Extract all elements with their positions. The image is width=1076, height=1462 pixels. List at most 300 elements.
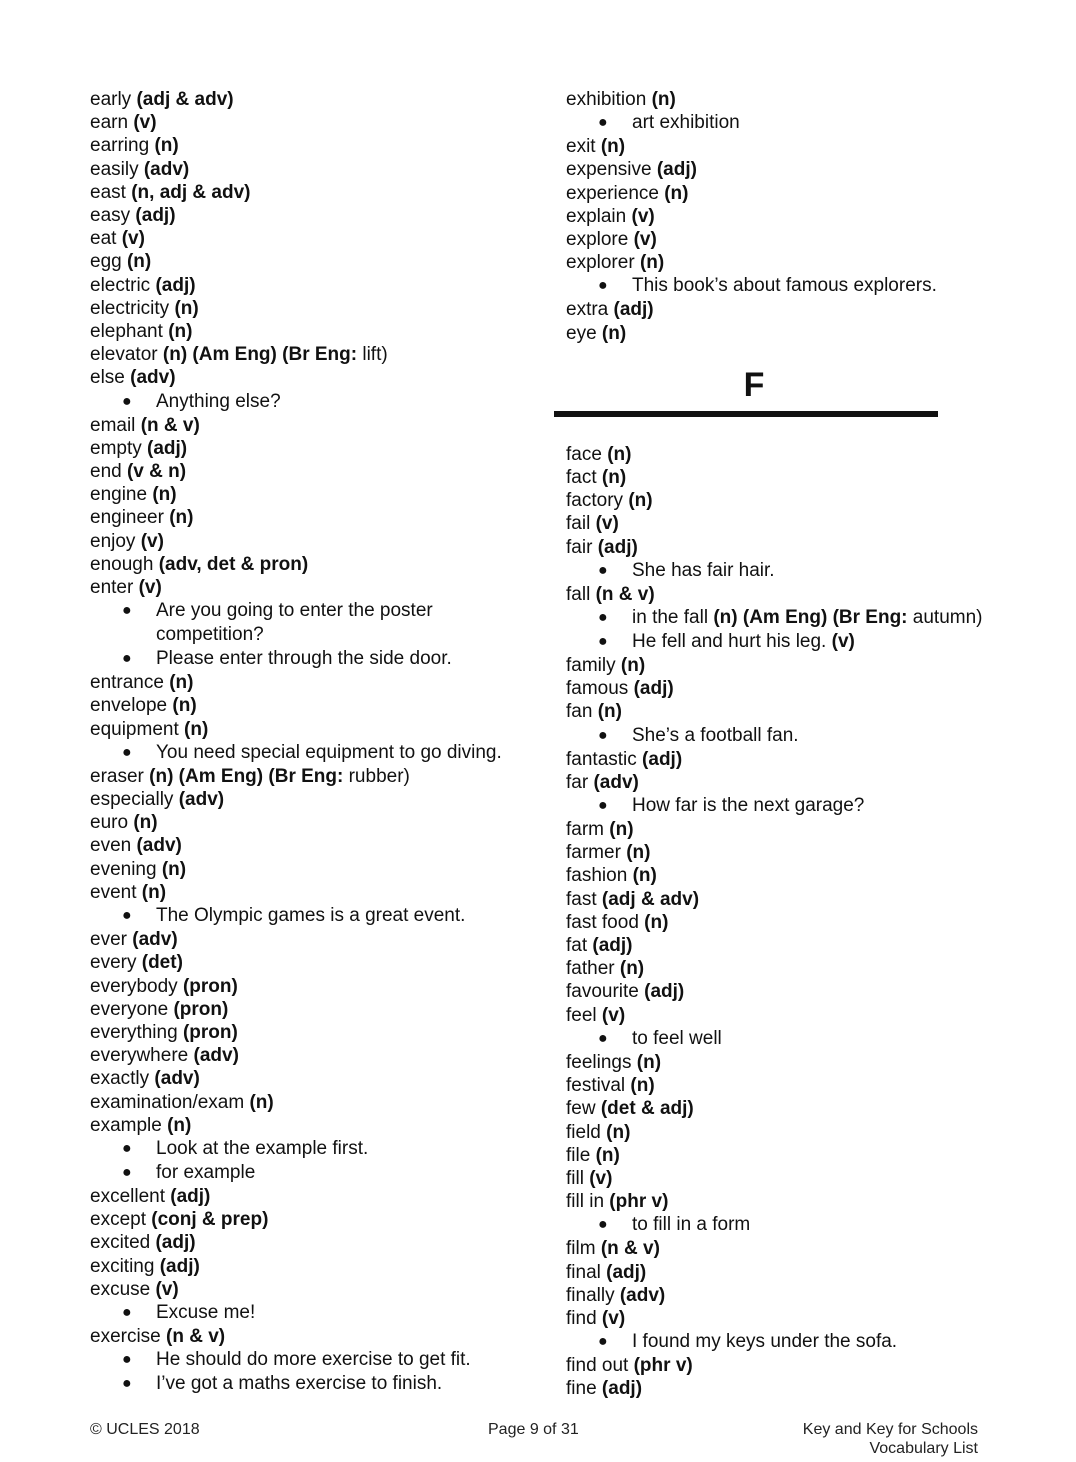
part-of-speech: (adv) [178,789,225,811]
part-of-speech: (adj) [613,299,654,321]
part-of-speech: (adv) [130,367,176,389]
part-of-speech: (conj & prep) [151,1209,269,1231]
vocab-word: father [566,958,615,980]
example-sentence: You need special equipment to go diving. [156,741,502,763]
vocab-entry [90,576,540,599]
part-of-speech: (adv) [193,1045,239,1067]
vocab-entry [90,181,540,204]
vocab-word: everywhere [90,1045,189,1067]
vocab-word: earn [90,112,129,134]
vocab-word: empty [90,437,142,459]
right-column [566,88,1036,1401]
vocab-entry [566,864,1036,887]
vocab-word: exactly [90,1068,150,1090]
part-of-speech: (adj) [155,1232,196,1254]
vocab-word: festival [566,1075,626,1097]
footer-title-line2: Vocabulary List [869,1440,978,1457]
left-column [90,88,540,1396]
footer-copyright: © UCLES 2018 [90,1421,200,1438]
part-of-speech: (det) [141,952,183,974]
part-of-speech: (pron) [182,1021,238,1043]
vocab-entry [566,841,1036,864]
footer-doc-title [760,1420,978,1458]
part-of-speech: (v) [140,530,164,552]
vocab-entry [566,1307,1036,1330]
vocab-entry [566,1144,1036,1167]
vocab-word: even [90,835,132,857]
example-sentence: I found my keys under the sofa. [632,1331,898,1353]
part-of-speech: (v & n) [126,461,187,483]
vocab-word: engineer [90,507,164,529]
bullet-icon: ● [122,1139,132,1157]
vocab-word: family [566,655,616,677]
part-of-speech: (n) [141,881,167,903]
example-item [566,1330,1036,1354]
part-of-speech: (n) [595,1144,620,1166]
vocab-word: find [566,1307,597,1329]
vocab-word: eye [566,322,597,344]
example-sentence: He fell and hurt his leg. [632,631,827,653]
example-sentence: The Olympic games is a great event. [156,905,466,927]
vocab-word: electricity [90,297,170,319]
part-of-speech: (n) [168,321,193,343]
part-of-speech: (n) [249,1091,274,1113]
right-column-bottom [566,443,1036,1401]
vocab-word: event [90,881,137,903]
vocab-word: easily [90,158,139,180]
example-sentence: for example [156,1161,256,1183]
part-of-speech: (n) [174,297,199,319]
vocab-word: factory [566,490,624,512]
part-of-speech: (n & v) [600,1238,660,1260]
part-of-speech: (adj) [592,935,633,957]
part-of-speech: (n) [126,251,152,273]
vocab-entry [566,1004,1036,1027]
vocab-word: feelings [566,1051,632,1073]
part-of-speech: (n) (Am Eng) (Br Eng: [162,344,358,366]
vocab-word: fast [566,888,597,910]
vocab-entry [90,1114,540,1137]
vocab-word: famous [566,678,629,700]
bullet-icon: ● [122,1351,132,1369]
vocab-entry [566,88,1036,111]
example-item [90,1372,540,1396]
part-of-speech: (n) [154,135,179,157]
vocab-word: equipment [90,718,179,740]
vocab-word: elephant [90,321,163,343]
vocab-entry [566,182,1036,205]
vocab-entry [90,134,540,157]
vocab-word: face [566,443,602,465]
vocab-word: expensive [566,159,652,181]
bullet-icon: ● [598,277,608,295]
vocab-entry [90,811,540,834]
vocab-entry [90,158,540,181]
vocab-entry [566,1074,1036,1097]
part-of-speech: (adv) [136,835,182,857]
part-of-speech: (n) [628,490,653,512]
vocab-word: else [90,367,125,389]
part-of-speech: (n) [169,507,194,529]
part-of-speech: (n & v) [166,1325,226,1347]
vocab-word: fail [566,513,591,535]
example-item [566,559,1036,583]
vocab-entry [566,771,1036,794]
example-item [90,390,540,414]
example-sentence: How far is the next garage? [632,795,865,817]
vocab-entry [90,366,540,389]
part-of-speech: (adj) [601,1378,643,1400]
vocab-word: film [566,1238,596,1260]
part-of-speech: (n) [172,695,197,717]
bullet-icon: ● [598,1029,608,1047]
part-of-speech: (n) [601,322,627,344]
bullet-icon: ● [122,743,132,761]
vocab-entry [566,443,1036,466]
vocab-entry [90,975,540,998]
right-column-top [566,88,1036,345]
example-item [90,1137,540,1161]
vocab-word: everybody [90,975,178,997]
part-of-speech: (n, adj & adv) [131,181,251,203]
vocab-word: exit [566,136,596,158]
example-item [566,1213,1036,1237]
bullet-icon: ● [122,602,132,620]
example-item [90,599,540,647]
part-of-speech: (adv, det & pron) [158,553,309,575]
part-of-speech: (v) [589,1167,613,1189]
example-sentence: Look at the example first. [156,1137,369,1159]
example-sentence: to feel well [632,1027,722,1049]
bullet-icon: ● [122,907,132,925]
vocab-word: exhibition [566,89,647,110]
vocab-word: entrance [90,672,164,694]
vocab-entry [566,888,1036,911]
bullet-icon: ● [122,1303,132,1321]
part-of-speech: (v) [138,577,162,599]
vocab-entry [566,1190,1036,1213]
vocab-word: few [566,1098,596,1120]
vocab-entry [566,1354,1036,1377]
vocab-entry [90,718,540,741]
vocab-word: ever [90,929,127,951]
part-of-speech: (adj) [597,536,638,558]
part-of-speech: (adj) [147,437,188,459]
vocab-word: favourite [566,981,639,1003]
part-of-speech: (det & adj) [600,1098,694,1120]
vocab-word: exercise [90,1325,161,1347]
vocab-word: electric [90,274,151,296]
vocab-word: fact [566,467,597,489]
vocab-entry [566,934,1036,957]
vocab-word: excellent [90,1185,165,1207]
part-of-speech: (n) [630,1075,655,1097]
part-of-speech: (adj) [642,748,683,770]
vocab-word: fair [566,536,593,558]
vocab-word: everything [90,1021,178,1043]
example-item [566,630,1036,654]
part-of-speech: (n) [161,858,187,880]
vocab-entry [566,583,1036,606]
vocab-entry [566,1167,1036,1190]
vocab-entry [566,298,1036,321]
vocab-word: excuse [90,1278,151,1300]
vocab-entry [90,343,540,366]
vocab-entry [90,437,540,460]
vocab-entry [566,654,1036,677]
part-of-speech: (adj) [135,205,176,227]
part-of-speech: (adv) [143,158,190,180]
vocab-entry [90,506,540,529]
vocab-entry [90,1231,540,1254]
vocab-entry [90,1091,540,1114]
vocab-entry [566,1261,1036,1284]
part-of-speech: (n) [600,136,626,158]
vocab-entry [90,881,540,904]
vocab-word: fat [566,935,588,957]
example-item [566,1027,1036,1051]
example-sentence: This book’s about famous explorers. [632,275,937,297]
part-of-speech: (phr v) [633,1355,693,1377]
vocab-entry [566,1097,1036,1120]
vocab-entry [90,274,540,297]
vocab-word: example [90,1114,162,1136]
part-of-speech: (adv) [132,929,178,951]
vocab-entry [90,530,540,553]
part-of-speech: (v) [595,513,619,535]
example-sentence: Excuse me! [156,1301,256,1323]
vocab-entry [90,320,540,343]
part-of-speech: (adj & adv) [601,888,700,910]
example-sentence: art exhibition [632,112,740,134]
vocab-entry [566,1121,1036,1144]
vocab-word: every [90,952,137,974]
vocab-entry [90,204,540,227]
example-item [90,647,540,671]
part-of-speech: (v) [601,1307,626,1329]
vocab-word: early [90,89,132,110]
example-item [90,741,540,765]
vocab-entry [90,414,540,437]
vocab-word: envelope [90,695,168,717]
vocab-entry [566,251,1036,274]
example-sentence: I’ve got a maths exercise to finish. [156,1373,443,1395]
part-of-speech: (n) [167,1114,192,1136]
vocab-entry [566,512,1036,535]
vocab-entry [566,536,1036,559]
vocab-word: easy [90,205,131,227]
vocab-entry [90,1185,540,1208]
bullet-icon: ● [598,609,608,627]
vocab-word: end [90,461,122,483]
vocab-word: except [90,1209,146,1231]
vocab-entry [90,111,540,134]
part-of-speech: (n) [152,484,177,506]
part-of-speech: (v) [633,229,657,251]
vocab-word: fast food [566,911,639,933]
vocab-entry [90,834,540,857]
vocab-entry [566,818,1036,841]
vocab-word: explain [566,205,627,227]
vocab-entry [566,748,1036,771]
part-of-speech: (n) [609,819,634,841]
vocab-entry [566,205,1036,228]
vocab-word: excited [90,1232,151,1254]
br-eng-equivalent: autumn) [912,607,983,629]
part-of-speech: (adj) [606,1261,647,1283]
vocab-entry [90,553,540,576]
vocab-word: evening [90,858,157,880]
vocab-word: experience [566,182,659,204]
vocab-entry [566,677,1036,700]
vocab-entry [566,1051,1036,1074]
section-letter-heading: F [743,365,765,404]
part-of-speech: (adv) [619,1284,666,1306]
part-of-speech: (n) [664,182,689,204]
example-item [90,1301,540,1325]
vocab-word: feel [566,1004,597,1026]
vocab-word: extra [566,299,609,321]
part-of-speech: (v) [631,205,655,227]
example-sentence: Are you going to enter the poster [156,600,433,622]
bullet-icon: ● [122,1375,132,1393]
vocab-word: fan [566,701,593,723]
bullet-icon: ● [598,1216,608,1234]
example-item [566,274,1036,298]
example-item [90,1348,540,1372]
section-divider [554,411,938,417]
vocab-entry [90,88,540,111]
vocab-word: enough [90,553,154,575]
vocab-word: final [566,1261,601,1283]
vocab-entry [90,460,540,483]
example-item [566,111,1036,135]
part-of-speech: (adj) [633,678,674,700]
part-of-speech: (n) [184,718,209,740]
vocab-entry [90,1208,540,1231]
vocab-word: fine [566,1378,597,1400]
vocab-word: email [90,414,136,436]
vocab-word: fill in [566,1191,605,1213]
example-sentence: She has fair hair. [632,559,775,581]
vocab-entry [90,694,540,717]
vocab-entry [90,998,540,1021]
vocab-entry [566,158,1036,181]
part-of-speech: (pron) [173,998,229,1020]
part-of-speech: (n) [626,842,651,864]
part-of-speech: (n) [644,911,669,933]
vocab-entry [90,928,540,951]
vocab-word: engine [90,484,148,506]
part-of-speech: (v) [155,1278,179,1300]
vocab-word: farm [566,819,604,841]
example-item [90,904,540,928]
vocab-entry [90,788,540,811]
part-of-speech: (n) [651,89,676,110]
part-of-speech: (adj) [170,1185,211,1207]
vocab-word: fill [566,1167,584,1189]
vocab-entry [90,227,540,250]
vocab-entry [90,951,540,974]
vocab-entry [90,858,540,881]
vocab-entry [90,250,540,273]
vocab-entry [90,1255,540,1278]
example-sentence: Please enter through the side door. [156,648,452,670]
vocab-entry [90,1278,540,1301]
vocab-word: explore [566,229,629,251]
part-of-speech: (adv) [593,771,639,793]
vocab-entry [90,1044,540,1067]
part-of-speech: (n) [636,1051,662,1073]
part-of-speech: (n) [597,701,622,723]
part-of-speech: (n) [639,252,665,274]
vocab-entry [566,322,1036,345]
vocab-entry [90,1325,540,1348]
part-of-speech: (n) [619,958,645,980]
vocab-word: finally [566,1284,615,1306]
part-of-speech: (pron) [182,975,238,997]
vocab-word: everyone [90,998,169,1020]
part-of-speech: (n) [607,443,632,465]
vocab-word: enter [90,577,134,599]
part-of-speech: (n) [169,672,194,694]
vocab-entry [566,911,1036,934]
vocab-word: eraser [90,765,144,787]
vocab-entry [566,957,1036,980]
part-of-speech: (n) [632,865,657,887]
vocab-entry [90,297,540,320]
bullet-icon: ● [598,1333,608,1351]
part-of-speech: (adj) [159,1255,200,1277]
vocab-word: especially [90,789,174,811]
vocab-entry [90,483,540,506]
vocab-entry [566,466,1036,489]
vocab-word: file [566,1144,591,1166]
part-of-speech: (adv) [154,1068,200,1090]
part-of-speech: (n) [620,655,646,677]
part-of-speech: (v) [121,228,145,250]
part-of-speech: (adj) [155,274,196,296]
example-sentence: He should do more exercise to get fit. [156,1349,471,1371]
example-sentence: to fill in a form [632,1214,751,1236]
example-sentence-continued: competition? [156,624,264,646]
vocab-entry [90,1021,540,1044]
example-item [566,606,1036,630]
footer-title-line1: Key and Key for Schools [802,1421,978,1438]
part-of-speech: (n) [133,812,158,834]
part-of-speech: (adj & adv) [136,89,234,110]
bullet-icon: ● [598,633,608,651]
part-of-speech: (n) [606,1121,631,1143]
bullet-icon: ● [122,392,132,410]
bullet-icon: ● [122,1163,132,1181]
vocab-word: farmer [566,842,621,864]
vocab-word: fashion [566,865,628,887]
vocab-entry [90,765,540,788]
vocab-word: far [566,771,589,793]
example-item [90,1161,540,1185]
bullet-icon: ● [122,650,132,668]
footer-page-number: Page 9 of 31 [488,1421,579,1438]
part-of-speech: (n) (Am Eng) (Br Eng: [713,607,908,629]
vocab-entry [566,489,1036,512]
vocab-word: earring [90,135,150,157]
vocab-entry [566,228,1036,251]
part-of-speech: (phr v) [609,1191,669,1213]
vocab-word: enjoy [90,530,136,552]
example-item [566,724,1036,748]
vocab-word: elevator [90,344,158,366]
